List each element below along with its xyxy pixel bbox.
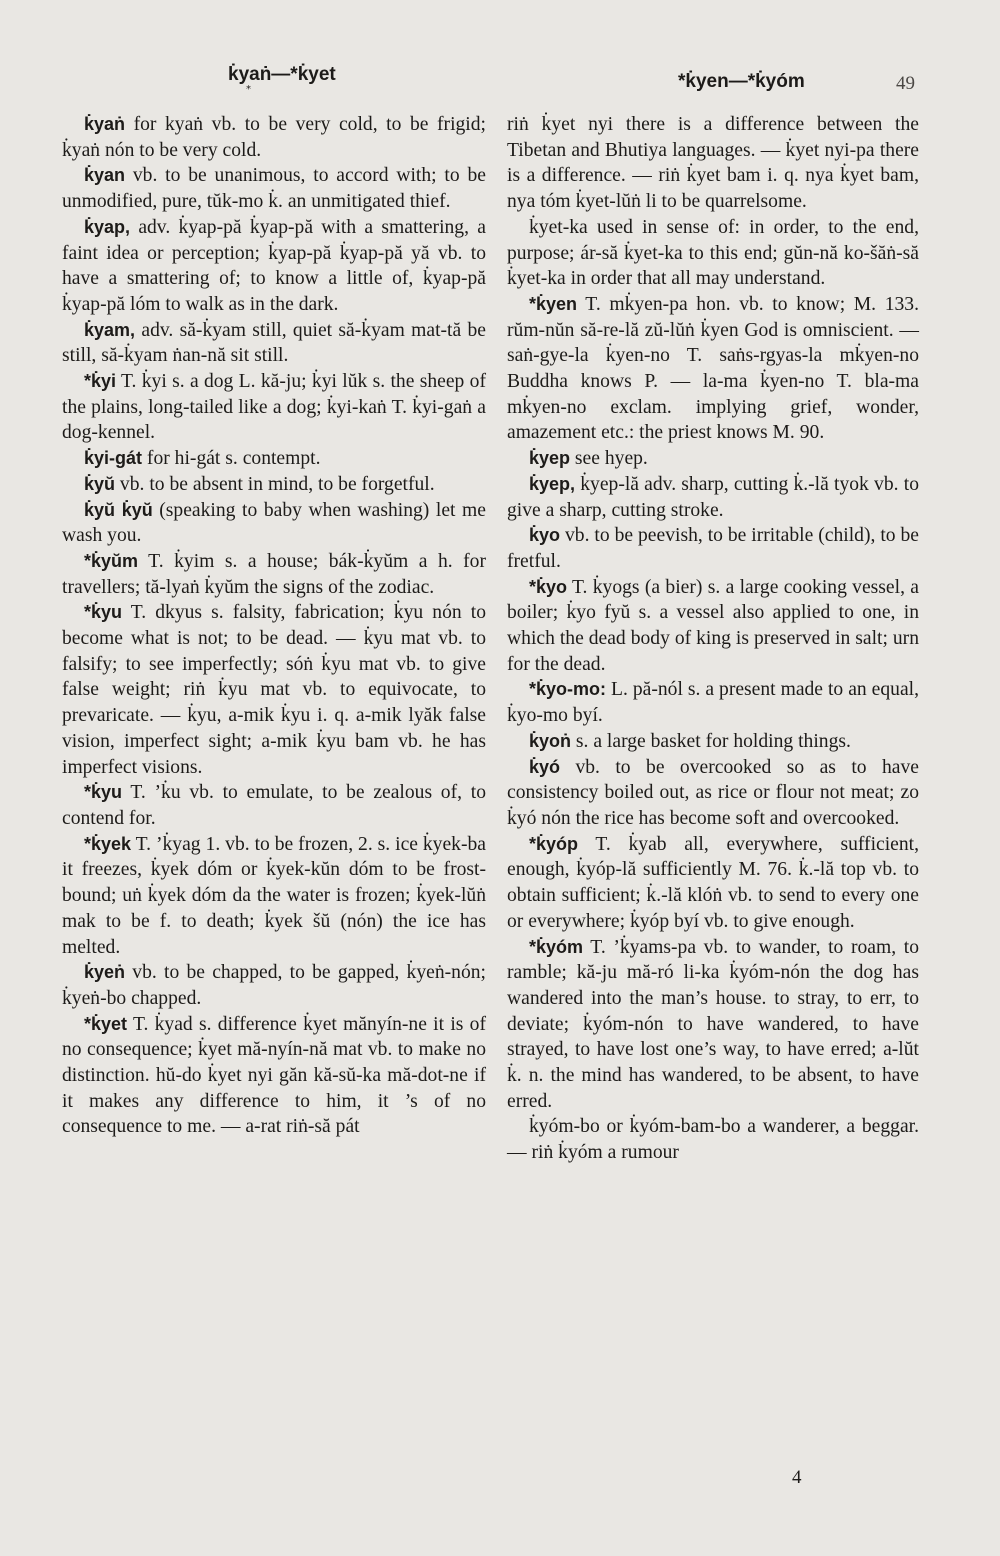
entry [62,960,486,1011]
entry-text: adv. k̇yap-pă k̇yap-pă with a smattering, a faint idea or perception; k̇yap-pă k̇yap-pă yă vb. to have a smattering of; to know a little of, k̇yap-pă k̇yap-pă lóm to walk as in the dark. [62,216,486,315]
entry [62,600,486,780]
headword: k̇yap, [84,216,131,237]
headword: k̇yoṅ [529,730,572,751]
headword: k̇yaṅ [84,114,126,134]
entry [507,1114,919,1165]
left-column [62,112,486,1140]
headword: k̇yo [529,525,561,546]
entry [62,318,486,369]
running-head-left: k̇yaṅ—*k̇yet [228,64,336,85]
entry [507,935,919,1115]
entry [507,292,919,446]
entry-text: T. k̇yi s. a dog L. kă-ju; k̇yi lŭk s. the sheep of the plains, long-tailed like a dog; k̇yi-kaṅ T. k̇yi-gaṅ a dog-kennel. [62,371,486,444]
headword: *k̇yet [84,1013,128,1034]
entry [507,755,919,832]
entry [62,549,486,600]
signature-mark: 4 [792,1467,802,1488]
headword: k̇yó [529,756,561,777]
entry [62,446,486,472]
headword: *k̇yo [529,576,568,597]
entry-text: vb. to be overcooked so as to have consistency boiled out, as rice or flour not meat; zo k̇yó nón the rice has become soft and overcooked. [507,756,919,829]
entry-text: adv. să-k̇yam still, quiet să-k̇yam mat-tă be still, să-k̇yam ṅan-nă sit still. [62,319,486,367]
headword: *k̇yóm [529,936,584,957]
running-head-right: *k̇yen—*k̇yóm [678,71,805,92]
headword: *k̇yi [84,371,117,392]
headword: k̇yeṅ [84,962,126,983]
entry [62,112,486,163]
entry-text: T. dkyus s. falsity, fabrication; k̇yu nón to become what is not; to be dead. — k̇yu mat vb. to falsify; to see imperfectly; sóṅ k̇yu mat vb. to give false weight; riṅ k̇yu mat vb. to equivocate, to prevaricate. — k̇yu, a-mik k̇yu i. q. a-mik lyăk false vision, imperfect sight; a-mik k̇yu bam vb. he has imperfect visions. [62,602,486,778]
entry-text: (speaking to baby when washing) let me wash you. [62,499,486,547]
headword: k̇yam, [84,319,136,340]
entry [62,215,486,318]
headword: k̇yi-gát [84,448,143,469]
entry-text: riṅ k̇yet nyi there is a difference between the Tibetan and Bhutiya languages. — k̇yet nyi-pa there is a difference. — riṅ k̇yet bam i. q. nya k̇yet bam, nya tóm k̇yet-lŭṅ li to be quarrelsome. [507,114,919,213]
entry [62,472,486,498]
entry [62,780,486,831]
entry-text: T. k̇yab all, everywhere, sufficient, enough, k̇yóp-lă sufficiently M. 76. k̇.-lă top vb. to obtain sufficient; k̇.-lă klóṅ vb. to send to every one or everywhere; k̇yóp byí vb. to give enough. [507,833,919,932]
entry-text: k̇yóm-bo or k̇yóm-bam-bo a wanderer, a beggar. — riṅ k̇yóm a rumour [507,1116,919,1164]
entry-text: vb. to be unanimous, to accord with; to be unmodified, pure, tŭk-mo k̇. an unmitigated thief. [62,165,486,213]
entry [62,1012,486,1141]
headword: k̇yep, [529,473,576,494]
entry [507,575,919,678]
entry-text: T. ’k̇u vb. to emulate, to be zealous of, to contend for. [62,782,486,829]
entry-text: T. k̇yad s. difference k̇yet mănyín-ne it is of no consequence; k̇yet mă-nyín-nă mat vb. to make no distinction. hŭ-do k̇yet nyi găn kă-sŭ-ka mă-dot-ne if it makes any difference to him, it ’s of no consequence to me. — a-rat riṅ-să pát [62,1013,486,1138]
entry-text: L. pă-nól s. a present made to an equal, k̇yo-mo byí. [507,679,919,727]
entry-text: s. a large basket for holding things. [571,730,851,752]
entry-text: T. ’k̇yag 1. vb. to be frozen, 2. s. ice k̇yek-ba it freezes, k̇yek dóm or k̇yek-kŭn dóm to be frost-bound; uṅ k̇yek dóm da the water is frozen; k̇yek-lŭṅ mak to be f. to death; k̇yek šŭ (nón) the ice has melted. [62,833,486,958]
entry [507,215,919,292]
entry [62,498,486,549]
entry [507,472,919,523]
headword: k̇yŭ k̇yŭ [84,499,153,520]
entry [62,369,486,446]
headword: k̇yep [529,448,571,469]
entry-text: T. k̇yogs (a bier) s. a large cooking vessel, a boiler; k̇yo fyŭ s. a vessel also applied to one, in which the dead body of king is preserved in salt; urn for the dead. [507,576,919,675]
entry-text: vb. to be absent in mind, to be forgetful. [115,473,435,495]
entry-text: for kyaṅ vb. to be very cold, to be frigid; k̇yaṅ nón to be very cold. [62,114,486,161]
headword: *k̇yŭm [84,550,139,571]
entry-text: see hyep. [570,448,648,470]
headword: k̇yan [84,165,126,186]
headword: *k̇yóp [529,833,579,854]
headword: *k̇yu [84,782,123,803]
entry [507,832,919,935]
entry-text: vb. to be chapped, to be gapped, k̇yeṅ-nón; k̇yeṅ-bo chapped. [62,962,486,1009]
entry [507,677,919,728]
entry-text: k̇yep-lă adv. sharp, cutting k̇.-lă tyok vb. to give a sharp, cutting stroke. [507,473,919,521]
entry-text: T. mk̇yen-pa hon. vb. to know; M. 133. rŭm-nŭn să-re-lă zŭ-lŭṅ k̇yen God is omniscient. — saṅ-gye-la k̇yen-no T. saṅs-rgyas-la mk̇yen-no Buddha knows P. — la-ma k̇yen-no T. bla-ma mk̇yen-no exclam. implying grief, wonder, amazement etc.: the priest knows M. 90. [507,293,919,444]
entry-text: vb. to be peevish, to be irritable (child), to be fretful. [507,525,919,572]
entry [507,523,919,574]
headword: *k̇yu [84,602,123,623]
right-column [507,112,919,1166]
headword: k̇yŭ [84,473,116,494]
entry-text: T. k̇yim s. a house; bák-k̇yŭm a h. for travellers; tă-lyaṅ k̇yŭm the signs of the zodiac. [62,550,486,598]
entry [507,112,919,215]
entry-text: k̇yet-ka used in sense of: in order, to the end, purpose; ár-să k̇yet-ka to this end; gŭn-nă ko-šăṅ-să k̇yet-ka in order that all may understand. [507,216,919,290]
entry [507,446,919,472]
entry-text: for hi-gát s. contempt. [142,448,321,470]
entry-text: T. ’k̇yams-pa vb. to wander, to roam, to ramble; kă-ju mă-ró li-ka k̇yóm-nón the dog has wandered into the man’s house. to stray, to err, to deviate; k̇yóm-nón to have wandered, to have strayed, to have lost one’s way, to have erred; a-lŭt k̇. n. the mind has wandered, to be absent, to have erred. [507,936,919,1112]
headword: *k̇yo-mo: [529,679,607,700]
page-number: 49 [896,73,915,94]
entry [62,163,486,214]
headword: *k̇yek [84,833,132,854]
entry [507,729,919,755]
entry [62,832,486,961]
headword: *k̇yen [529,293,578,314]
running-head-mark: * [246,84,251,95]
